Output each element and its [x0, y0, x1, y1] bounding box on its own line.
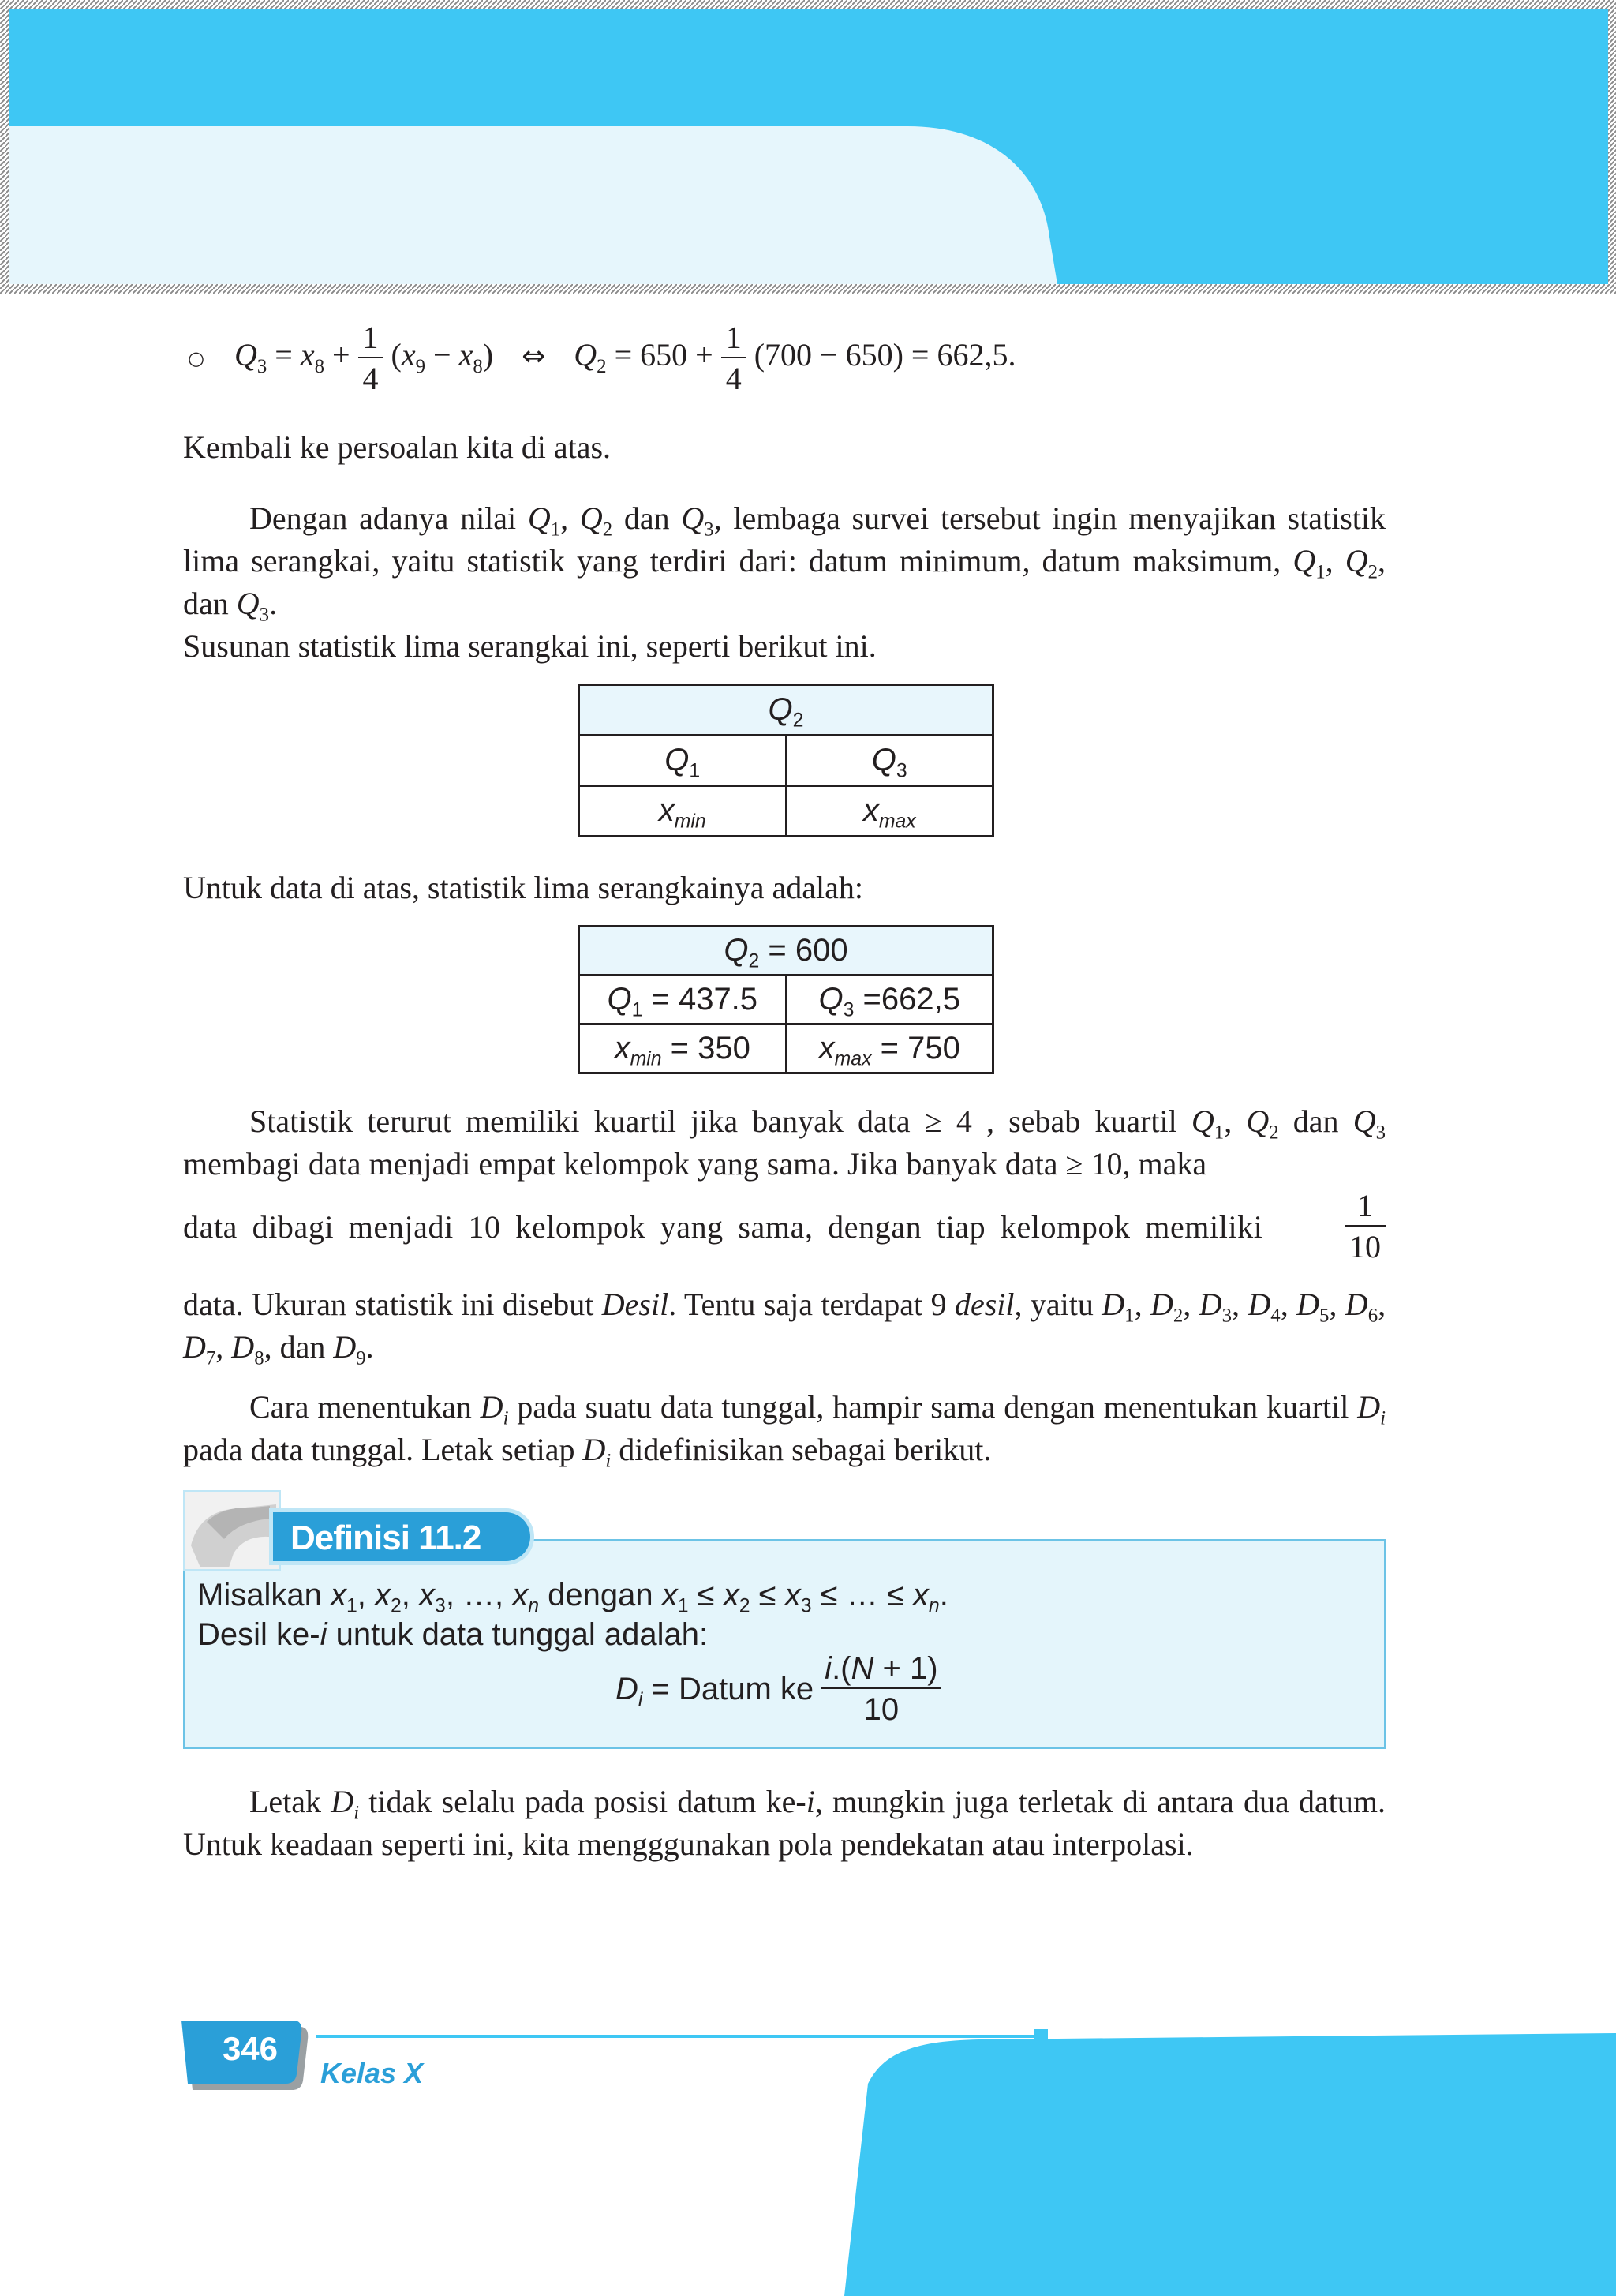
five-number-summary-template: $Q_2$ $Q_1$ $Q_3$ $x_{min}$ $x_{max}$	[578, 684, 994, 837]
fraction-one-quarter: $\frac{1}{4}$	[358, 322, 383, 395]
bullet-icon: ○	[188, 347, 204, 369]
header-banner	[0, 0, 1616, 300]
paragraph-desil: data. Ukuran statistik ini disebut Desil. Tentu saja terdapat 9 desil, yaitu $D_1$, $D_2$, $D_3$, $D_4$, $D_5$, $D_6$, $D_7$, $D_8$, dan $D_9$.	[183, 1287, 1386, 1369]
five-number-summary-values: $Q_2 = 600$ $Q_1 = 437.5$ $Q_3 =662,5$ $x_{min} = 350$ $x_{max} = 750$	[578, 925, 994, 1074]
paragraph-kuartil: Statistik terurut memiliki kuartil jika banyak data ≥ 4 , sebab kuartil $Q_1$, $Q_2$ dan $Q_3$ membagi data menjadi empat kelompok yang sama. Jika banyak data ≥ 10, maka	[183, 1103, 1386, 1182]
definition-line-1: Misalkan $x_1$, $x_2$, $x_3$, …, $x_n$ dengan $x_1 \le x_2 \le x_3$ ≤ … ≤ $x_n$.	[197, 1578, 948, 1617]
definition-title: Definisi 11.2	[290, 1519, 481, 1557]
paragraph-cara-menentukan: Cara menentukan $D_i$ pada suatu data tunggal, hampir sama dengan menentukan kuartil $D_i$ pada data tunggal. Letak setiap $D_i$ didefinisikan sebagai berikut.	[183, 1389, 1386, 1472]
paragraph-letak-di: Letak $D_i$ tidak selalu pada posisi datum ke-i, mungkin juga terletak di antara dua datum. Untuk keadaan seperti ini, kita mengggunakan pola pendekatan atau interpolasi.	[183, 1784, 1386, 1862]
paragraph-kembali: Kembali ke persoalan kita di atas.	[183, 429, 612, 465]
paragraph-susunan: Susunan statistik lima serangkai ini, seperti berikut ini.	[183, 628, 877, 664]
paragraph-lima-serangkai: Dengan adanya nilai $Q_1$, $Q_2$ dan $Q_3$, lembaga survei tersebut ingin menyajikan statistik lima serangkai, yaitu statistik yang terdiri dari: datum minimum, datum maksimum, $Q_1$, $Q_2$, dan $Q_3$.	[183, 500, 1386, 626]
definition-corner-graphic	[183, 1490, 281, 1571]
iff-arrow: ⇔	[522, 340, 546, 373]
fraction-desil: $\frac{i.(N + 1)}{10}$	[821, 1653, 941, 1725]
fraction-one-quarter-2: $\frac{1}{4}$	[721, 322, 746, 395]
definition-line-2: Desil ke-i untuk data tunggal adalah:	[197, 1617, 709, 1652]
page-number: 346	[222, 2030, 279, 2067]
definition-title-tab	[273, 1512, 530, 1561]
class-label: Kelas X	[320, 2057, 424, 2089]
definition-formula: $D_i$ = Datum ke $\frac{i.(N + 1)}{10}$	[615, 1653, 941, 1725]
fraction-one-tenth: $\frac{1}{10}$	[1345, 1190, 1386, 1263]
paragraph-untuk-data: Untuk data di atas, statistik lima serangkainya adalah:	[183, 870, 863, 905]
paragraph-kuartil-line3: data dibagi menjadi 10 kelompok yang sama, dengan tiap kelompok memiliki $\frac{1}{10}$	[183, 1190, 1386, 1263]
formula-line: ○ $Q_3 = x_8$ + $\frac{1}{4}$ $(x_9 - x_8)$ ⇔ $Q_2 = 650$ + $\frac{1}{4}$ (700 − 650) = 662,5.	[188, 320, 1016, 396]
